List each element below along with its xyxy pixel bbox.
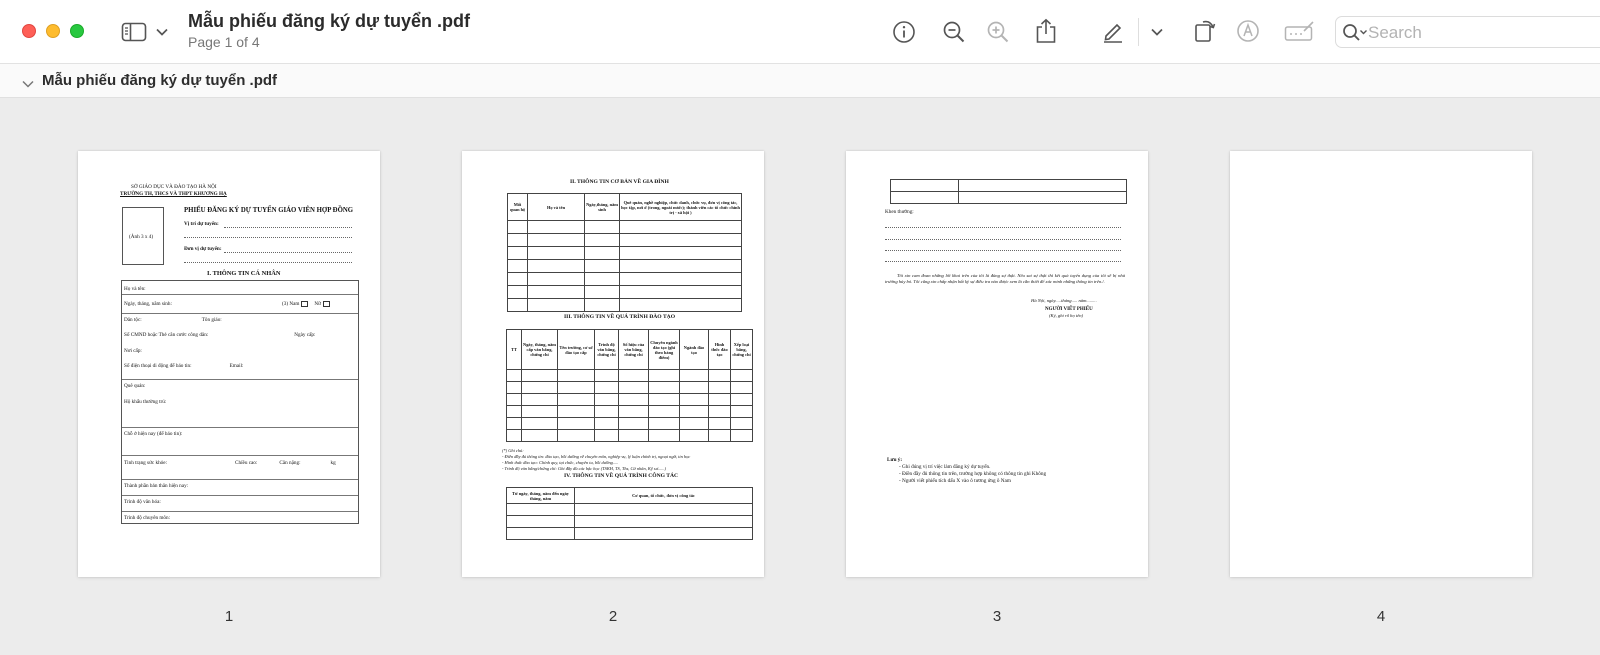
male-checkbox[interactable] [301, 301, 308, 307]
document-name-label[interactable]: Mẫu phiếu đăng ký dự tuyển .pdf [42, 72, 278, 89]
page-indicator: Page 1 of 4 [188, 34, 260, 50]
p2-section4-title: IV. THÔNG TIN VỀ QUÁ TRÌNH CÔNG TÁC [564, 473, 679, 479]
page-number-2: 2 [608, 608, 618, 625]
document-title: Mẫu phiếu đăng ký dự tuyển .pdf [188, 11, 471, 31]
zoom-window-button[interactable] [70, 24, 84, 38]
markup-pen-icon[interactable] [1100, 18, 1126, 44]
p1-header-line1: SỞ GIÁO DỤC VÀ ĐÀO TẠO HÀ NỘI [131, 184, 217, 190]
page-number-1: 1 [224, 608, 234, 625]
page-number-3: 3 [992, 608, 1002, 625]
p1-photo-label: (Ảnh 3 x 4) [129, 234, 154, 240]
p2-notes-head: (*) Ghi chú: [502, 448, 524, 453]
close-window-button[interactable] [22, 24, 36, 38]
p1-personal-info-box: Họ và tên: Ngày, tháng, năm sinh: (3) Nam Nữ Dân tộc: Tôn giáo: Số CMND hoặc Thẻ căn cước công dân: Ngày cấp: Nơi cấp: Số điện thoại di động để báo tin: Email: Quê quán: Hộ khẩu thường trú: Chỗ ở hiện nay (để báo tin): Tình trạng sức khỏe: Chiều cao: Cân nặng: kg Thành phần bản thân hiện nay: Trình độ văn hóa: Trình độ chuyên môn: [121, 280, 359, 524]
view-menu-chevron-down-icon[interactable] [154, 24, 170, 40]
page-thumbnail-2[interactable]: II. THÔNG TIN CƠ BẢN VỀ GIA ĐÌNH Mối quan hệ Họ và tên Ngày,tháng, năm sinh Quê quán, nghề nghiệp, chức danh, chức vụ, đơn vị công tác, học tập, nơi ở (trong, ngoài nước); thành viên các tổ chức chính trị - xã hội ) III. THÔNG TIN VỀ QUÁ TRÌNH ĐÀO TẠO TT Ngày, tháng, năm cấp văn bằng, chứng chỉ Tên trường, cơ sở đào tạo cấp Trình độ văn bằng, chứng chỉ Số hiệu của văn bằng, chứng chỉ Chuyên ngành đào tạo (ghi theo bảng điểm) Ngành đào tạo Hình thức đào tạo Xếp loại bằng, chứng chỉ (*) Ghi chú: - Điền đầy đủ thông tin: đào tạo, bồi dưỡng về chuyên môn, nghiệp vụ, lý luận chính trị, ngoại ngữ, tin học - Hình thức đào tạo: Chính quy, tại chức, chuyên tu, bồi dưỡng..... - Trình độ văn bằng/chứng chỉ: Ghi đầy đủ các bậc học (TSKH, TS, Ths, Cử nhân, Kỹ sư......) IV. THÔNG TIN VỀ QUÁ TRÌNH CÔNG TÁC Từ ngày, tháng, năm đến ngày tháng, năm Cơ quan, tổ chức, đơn vị công tác [462, 151, 764, 577]
p2-family-table: Mối quan hệ Họ và tên Ngày,tháng, năm sinh Quê quán, nghề nghiệp, chức danh, chức vụ, đơn vị công tác, học tập, nơi ở (trong, ngoài nước); thành viên các tổ chức chính trị - xã hội ) [507, 193, 742, 312]
p3-reward-label: Khen thưởng: [885, 209, 914, 215]
minimize-window-button[interactable] [46, 24, 60, 38]
female-checkbox[interactable] [323, 301, 330, 307]
share-icon[interactable] [1033, 17, 1059, 45]
p3-note-head: Lưu ý: [887, 457, 903, 463]
p2-section3-title: III. THÔNG TIN VỀ QUÁ TRÌNH ĐÀO TẠO [564, 314, 676, 320]
p3-signer-note: (Ký, ghi rõ họ tên) [1049, 313, 1084, 318]
disclosure-chevron-down-icon[interactable] [22, 75, 34, 93]
p1-photo-box [122, 207, 164, 265]
p3-signer: NGƯỜI VIẾT PHIẾU [1045, 307, 1093, 312]
page-number-4: 4 [1376, 608, 1386, 625]
page-thumbnail-4[interactable] [1230, 151, 1532, 577]
sidebar-toggle-icon[interactable] [120, 19, 148, 45]
p3-date-line: Hà Nội, ngày.....tháng..... năm......... [1031, 298, 1097, 303]
p3-top-table [890, 179, 1127, 204]
search-input[interactable] [1368, 23, 1588, 43]
signature-icon[interactable] [1283, 18, 1317, 44]
window-titlebar [0, 0, 1600, 64]
p3-commitment: Tôi xin cam đoan những lời khai trên của tôi là đúng sự thật. Nếu sai sự thật thì kết quả tuyển dụng của tôi sẽ bị nhà trường hủy bỏ. Tôi cũng xin chấp nhận bất kỳ sự điều tra nào được xem là cần thiết để xác minh những thông tin trên./. [885, 273, 1125, 284]
p1-unit-label: Đơn vị dự tuyển: [184, 246, 222, 252]
p1-position-label: Vị trí dự tuyển: [184, 221, 219, 227]
zoom-out-icon[interactable] [941, 19, 967, 45]
p1-form-title: PHIẾU ĐĂNG KÝ DỰ TUYỂN GIÁO VIÊN HỢP ĐỒNG [184, 207, 354, 214]
p1-section-title: I. THÔNG TIN CÁ NHÂN [207, 270, 281, 277]
page-thumbnail-3[interactable]: Khen thưởng: Tôi xin cam đoan những lời khai trên của tôi là đúng sự thật. Nếu sai sự thật thì kết quả tuyển dụng của tôi sẽ bị nhà trường hủy bỏ. Tôi cũng xin chấp nhận bất kỳ sự điều tra nào được xem là cần thiết để xác minh những thông tin trên./. Hà Nội, ngày.....tháng..... năm......... NGƯỜI VIẾT PHIẾU (Ký, ghi rõ họ tên) Lưu ý: - Ghi đúng vị trí việc làm đăng ký dự tuyển. - Điền đầy đủ thông tin trên, trường hợp không có thông tin ghi Không - Người viết phiếu tích dấu X vào ô tương ứng ô Nam [846, 151, 1148, 577]
p1-header-line2: TRƯỜNG TH, THCS VÀ THPT KHƯƠNG HẠ [120, 191, 227, 197]
markup-menu-chevron-down-icon[interactable] [1149, 24, 1165, 40]
p2-work-table: Từ ngày, tháng, năm đến ngày tháng, năm Cơ quan, tổ chức, đơn vị công tác [506, 487, 753, 540]
document-disclosure-row [0, 64, 1600, 98]
search-icon [1342, 23, 1368, 48]
search-field[interactable] [1335, 16, 1600, 48]
rotate-icon[interactable] [1192, 16, 1218, 44]
p2-section2-title: II. THÔNG TIN CƠ BẢN VỀ GIA ĐÌNH [570, 179, 669, 185]
p2-training-table: TT Ngày, tháng, năm cấp văn bằng, chứng chỉ Tên trường, cơ sở đào tạo cấp Trình độ văn bằng, chứng chỉ Số hiệu của văn bằng, chứng chỉ Chuyên ngành đào tạo (ghi theo bảng điểm) Ngành đào tạo Hình thức đào tạo Xếp loại bằng, chứng chỉ [506, 329, 753, 442]
annotate-icon[interactable] [1235, 18, 1261, 44]
page-thumbnail-1[interactable] [78, 151, 380, 577]
zoom-in-icon[interactable] [985, 19, 1011, 45]
info-icon[interactable] [891, 19, 917, 45]
toolbar-divider [1138, 18, 1139, 46]
